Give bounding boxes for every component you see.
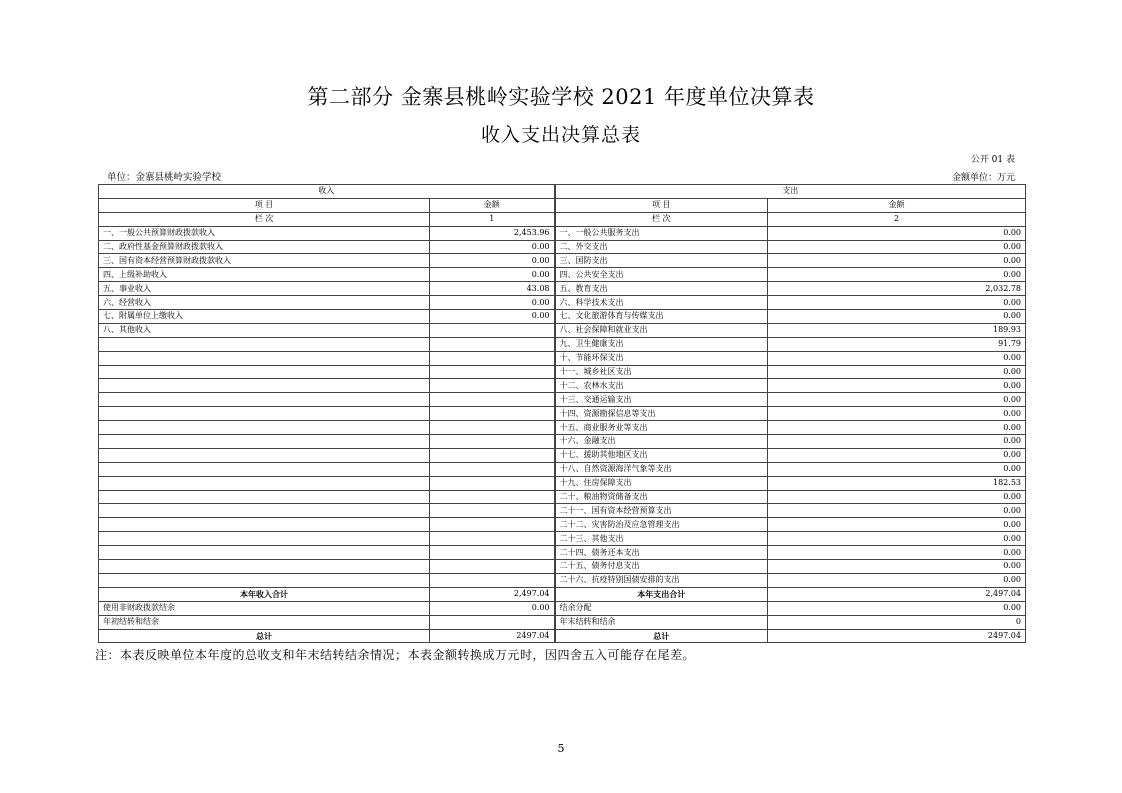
subtotal-row [99, 587, 1026, 601]
expense-amount: 0.00 [768, 379, 1026, 393]
table-row [99, 254, 1026, 268]
expense-amount: 0.00 [768, 448, 1026, 462]
table-row [99, 421, 1026, 435]
header-row-columns [99, 198, 1026, 212]
income-item [99, 393, 430, 407]
table-row [99, 601, 1026, 615]
income-amount [430, 393, 555, 407]
table-row [99, 532, 1026, 546]
expense-item: 二十五、债务付息支出 [555, 560, 768, 574]
table-row [99, 337, 1026, 351]
income-item [99, 462, 430, 476]
income-item [99, 504, 430, 518]
income-item: 一、一般公共预算财政拨款收入 [99, 226, 430, 240]
expense-amount: 0.00 [768, 365, 1026, 379]
expense-amount: 0.00 [768, 240, 1026, 254]
expense-amount: 91.79 [768, 337, 1026, 351]
expense-amount: 0.00 [768, 504, 1026, 518]
expense-column-no: 2 [768, 212, 1026, 226]
money-unit: 金额单位：万元 [951, 173, 1015, 183]
expense-amount: 2,497.04 [768, 587, 1026, 601]
income-amount: 43.08 [430, 282, 555, 296]
expense-item: 十二、农林水支出 [555, 379, 768, 393]
expense-item: 二十六、抗疫特别国债安排的支出 [555, 573, 768, 587]
income-amount: 2497.04 [430, 629, 555, 643]
expense-item: 八、社会保障和就业支出 [555, 323, 768, 337]
expense-item: 十五、商业服务业等支出 [555, 421, 768, 435]
expense-amount: 0.00 [768, 254, 1026, 268]
income-amount: 0.00 [430, 601, 555, 615]
income-amount [430, 615, 555, 629]
table-row [99, 282, 1026, 296]
income-amount: 0.00 [430, 254, 555, 268]
expense-item: 二十、粮油物资储备支出 [555, 490, 768, 504]
expense-amount-header: 金额 [768, 198, 1026, 212]
table-title: 收入支出决算总表 [480, 124, 641, 146]
table-row [99, 379, 1026, 393]
income-amount-header: 金额 [430, 198, 555, 212]
income-item [99, 560, 430, 574]
expense-amount: 0.00 [768, 601, 1026, 615]
expense-item: 十八、自然资源海洋气象等支出 [555, 462, 768, 476]
income-amount [430, 435, 555, 449]
table-row [99, 573, 1026, 587]
income-amount [430, 546, 555, 560]
expense-item: 二十四、债务还本支出 [555, 546, 768, 560]
expense-amount: 0.00 [768, 573, 1026, 587]
income-amount [430, 518, 555, 532]
expense-amount: 2,032.78 [768, 282, 1026, 296]
header-row-column-no [99, 212, 1026, 226]
table-row [99, 240, 1026, 254]
expense-item: 总计 [555, 629, 768, 643]
income-item: 五、事业收入 [99, 282, 430, 296]
expense-amount: 0.00 [768, 532, 1026, 546]
expense-amount: 0.00 [768, 546, 1026, 560]
expense-amount: 0.00 [768, 407, 1026, 421]
income-item [99, 490, 430, 504]
expense-item: 十四、资源勘探信息等支出 [555, 407, 768, 421]
income-item: 八、其他收入 [99, 323, 430, 337]
expense-item: 一、一般公共服务支出 [555, 226, 768, 240]
table-row [99, 407, 1026, 421]
expense-amount: 0.00 [768, 226, 1026, 240]
income-item: 三、国有资本经营预算财政拨款收入 [99, 254, 430, 268]
table-row [99, 546, 1026, 560]
expense-item: 二十二、灾害防治及应急管理支出 [555, 518, 768, 532]
income-item: 本年收入合计 [99, 587, 430, 601]
income-item [99, 532, 430, 546]
income-amount [430, 365, 555, 379]
expense-item: 三、国防支出 [555, 254, 768, 268]
income-item [99, 407, 430, 421]
table-row [99, 351, 1026, 365]
expense-column-no-label: 栏 次 [555, 212, 768, 226]
income-amount [430, 323, 555, 337]
income-item [99, 476, 430, 490]
income-amount [430, 337, 555, 351]
expense-item: 十一、城乡社区支出 [555, 365, 768, 379]
expense-item: 本年支出合计 [555, 587, 768, 601]
page-title: 第二部分 金寨县桃岭实验学校 2021 年度单位决算表 [307, 85, 815, 109]
income-amount [430, 421, 555, 435]
income-amount [430, 490, 555, 504]
income-amount [430, 407, 555, 421]
reporting-unit: 单位：金寨县桃岭实验学校 [107, 172, 222, 183]
expense-amount: 0.00 [768, 351, 1026, 365]
expense-amount: 0 [768, 615, 1026, 629]
expense-item: 十三、交通运输支出 [555, 393, 768, 407]
income-amount [430, 573, 555, 587]
form-number: 公开 01 表 [970, 155, 1015, 165]
income-amount: 2,453.96 [430, 226, 555, 240]
income-amount [430, 448, 555, 462]
income-item: 七、附属单位上缴收入 [99, 310, 430, 324]
expense-item: 十九、住房保障支出 [555, 476, 768, 490]
table-row [99, 226, 1026, 240]
income-item [99, 546, 430, 560]
income-amount: 0.00 [430, 268, 555, 282]
table-row [99, 518, 1026, 532]
total-row [99, 629, 1026, 643]
expense-header: 支出 [555, 185, 1026, 199]
income-item [99, 448, 430, 462]
income-column-no-label: 栏 次 [99, 212, 430, 226]
expense-item: 二十三、其他支出 [555, 532, 768, 546]
expense-amount: 0.00 [768, 310, 1026, 324]
expense-amount: 0.00 [768, 490, 1026, 504]
table-row [99, 490, 1026, 504]
expense-item: 十六、金融支出 [555, 435, 768, 449]
expense-amount: 0.00 [768, 421, 1026, 435]
income-amount [430, 532, 555, 546]
expense-item-header: 项 目 [555, 198, 768, 212]
income-item [99, 337, 430, 351]
expense-item: 七、文化旅游体育与传媒支出 [555, 310, 768, 324]
income-item: 六、经营收入 [99, 296, 430, 310]
expense-amount: 2497.04 [768, 629, 1026, 643]
header-row-section [99, 185, 1026, 199]
income-amount [430, 560, 555, 574]
income-item: 四、上级补助收入 [99, 268, 430, 282]
expense-amount: 0.00 [768, 560, 1026, 574]
income-amount: 2,497.04 [430, 587, 555, 601]
income-item-header: 项 目 [99, 198, 430, 212]
table-row [99, 448, 1026, 462]
expense-amount: 0.00 [768, 268, 1026, 282]
income-item [99, 573, 430, 587]
table-row [99, 462, 1026, 476]
expense-amount: 189.93 [768, 323, 1026, 337]
footnote: 注：本表反映单位本年度的总收支和年末结转结余情况；本表金额转换成万元时，因四舍五入可能存在尾差。 [95, 648, 696, 662]
table-row [99, 560, 1026, 574]
expense-amount: 0.00 [768, 462, 1026, 476]
table-row [99, 435, 1026, 449]
income-header: 收入 [99, 185, 555, 199]
table-row [99, 365, 1026, 379]
expense-item: 结余分配 [555, 601, 768, 615]
income-amount: 0.00 [430, 296, 555, 310]
table-row [99, 296, 1026, 310]
income-item: 二、政府性基金预算财政拨款收入 [99, 240, 430, 254]
table-row [99, 615, 1026, 629]
expense-item: 四、公共安全支出 [555, 268, 768, 282]
income-amount: 0.00 [430, 240, 555, 254]
table-row [99, 504, 1026, 518]
page-number: 5 [557, 742, 565, 755]
income-item: 使用非财政拨款结余 [99, 601, 430, 615]
expense-item: 六、科学技术支出 [555, 296, 768, 310]
expense-amount: 0.00 [768, 296, 1026, 310]
income-column-no: 1 [430, 212, 555, 226]
table-row [99, 393, 1026, 407]
expense-item: 二、外交支出 [555, 240, 768, 254]
income-amount [430, 504, 555, 518]
expense-item: 九、卫生健康支出 [555, 337, 768, 351]
income-amount: 0.00 [430, 310, 555, 324]
table-row [99, 476, 1026, 490]
income-item: 年初结转和结余 [99, 615, 430, 629]
income-amount [430, 379, 555, 393]
table-row [99, 323, 1026, 337]
expense-item: 十七、援助其他地区支出 [555, 448, 768, 462]
income-amount [430, 462, 555, 476]
expense-amount: 0.00 [768, 518, 1026, 532]
table-row [99, 310, 1026, 324]
income-item [99, 351, 430, 365]
income-item [99, 518, 430, 532]
income-item [99, 365, 430, 379]
expense-item: 五、教育支出 [555, 282, 768, 296]
income-item [99, 379, 430, 393]
income-amount [430, 351, 555, 365]
expense-item: 二十一、国有资本经营预算支出 [555, 504, 768, 518]
income-expense-table [98, 184, 1026, 643]
income-item: 总计 [99, 629, 430, 643]
expense-item: 十、节能环保支出 [555, 351, 768, 365]
expense-amount: 182.53 [768, 476, 1026, 490]
income-item [99, 421, 430, 435]
income-amount [430, 476, 555, 490]
expense-amount: 0.00 [768, 393, 1026, 407]
expense-amount: 0.00 [768, 435, 1026, 449]
table-row [99, 268, 1026, 282]
income-item [99, 435, 430, 449]
expense-item: 年末结转和结余 [555, 615, 768, 629]
